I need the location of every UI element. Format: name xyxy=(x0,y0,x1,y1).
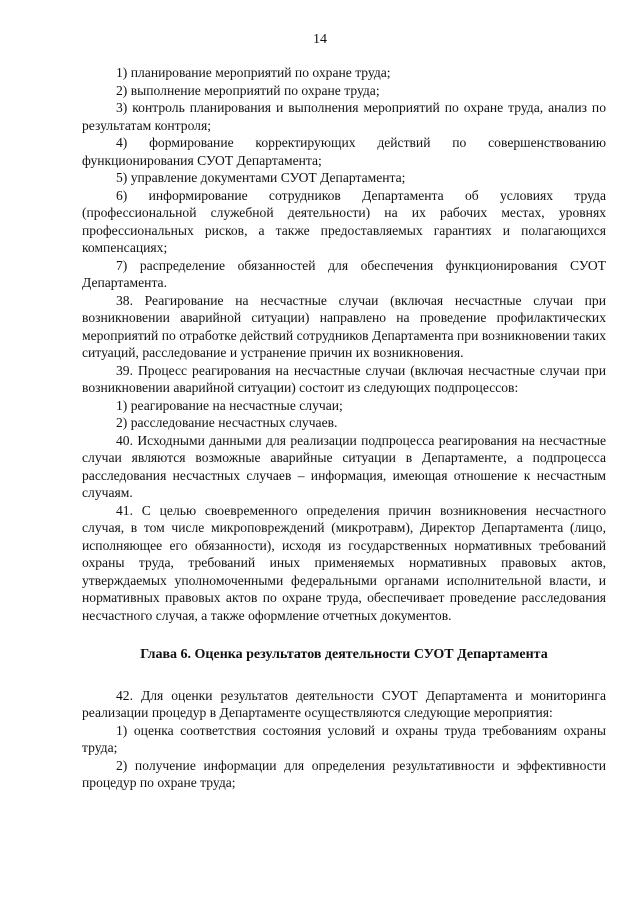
document-body xyxy=(82,64,606,792)
clause-39: 39. Процесс реагирования на несчастные случаи (включая несчастные случаи при возникновении аварийной ситуации) состоит из следующих подпроцессов: xyxy=(82,362,606,395)
list-item: 5) управление документами СУОТ Департамента; xyxy=(116,170,406,185)
clause-41: 41. С целью своевременного определения причин возникновения несчастного случая, в том числе микроповреждений (микротравм), Директор Департамента (лицо, исполняющее его обязанности), исходя из государственных нормативных требований охраны труда, требований иных применяемых нормативных правовых актов, утверждаемых уполномоченными федеральными органами исполнительной власти, и нормативных правовых актов по охране труда, обеспечивает проведение расследования несчастного случая, а также оформление отчетных документов. xyxy=(82,502,606,623)
chapter-heading: Глава 6. Оценка результатов деятельности СУОТ Департамента xyxy=(140,647,548,662)
list-item: 1) реагирование на несчастные случаи; xyxy=(116,397,343,413)
list-item: 6) информирование сотрудников Департамента об условиях труда (профессиональной служебной деятельности) на их рабочих местах, уровнях профессиональных рисков, а также предоставляемых гарантиях и полагающихся компенсациях; xyxy=(82,187,606,255)
list-item: 1) оценка соответствия состояния условий и охраны труда требованиям охраны труда; xyxy=(82,722,606,755)
clause-42: 42. Для оценки результатов деятельности СУОТ Департамента и мониторинга реализации процедур в Департаменте осуществляются следующие мероприятия: xyxy=(82,687,606,720)
list-item: 4) формирование корректирующих действий по совершенствованию функционирования СУОТ Департамента; xyxy=(82,135,606,168)
list-item: 2) выполнение мероприятий по охране труда; xyxy=(116,82,380,98)
clause-40: 40. Исходными данными для реализации подпроцесса реагирования на несчастные случаи являются возможные аварийные ситуации в Департаменте, а подпроцесса расследования несчастных случаев – информация, имеющая отношение к несчастным случаям. xyxy=(82,432,606,500)
list-item: 7) распределение обязанностей для обеспечения функционирования СУОТ Департамента. xyxy=(82,257,606,290)
list-item: 2) расследование несчастных случаев. xyxy=(116,415,338,430)
list-item: 2) получение информации для определения результативности и эффективности процедур по охране труда; xyxy=(82,757,606,790)
list-item: 1) планирование мероприятий по охране труда; xyxy=(116,65,391,80)
list-item: 3) контроль планирования и выполнения мероприятий по охране труда, анализ по результатам контроля; xyxy=(82,100,606,133)
page-number: 14 xyxy=(313,32,327,47)
clause-38: 38. Реагирование на несчастные случаи (включая несчастные случаи при возникновении аварийной ситуации) направлено на проведение профилактических мероприятий по отработке действий сотрудников Департамента при возникновении таких ситуаций, расследование и устранение причин их возникновения. xyxy=(82,292,606,360)
